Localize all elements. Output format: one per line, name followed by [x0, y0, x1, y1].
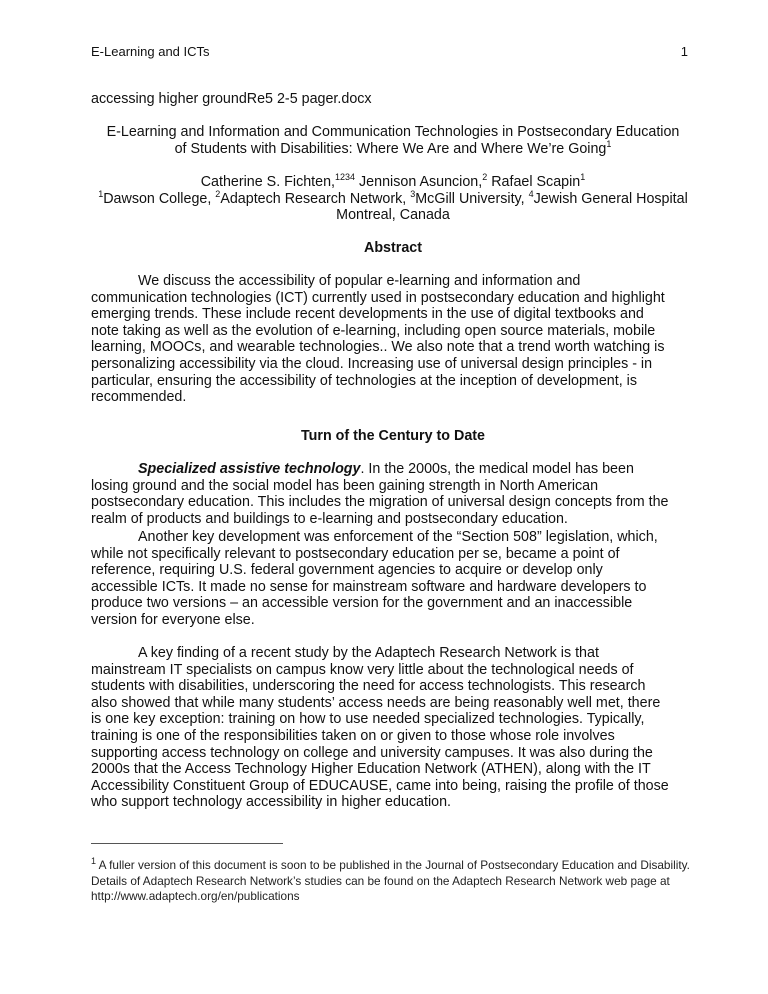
location: Montreal, Canada: [336, 207, 450, 224]
text-line: while not specifically relevant to postsecondary education per se, became a point of: [91, 545, 620, 562]
title-line: of Students with Disabilities: Where We Are and Where We’re Going$^1$: [174, 138, 612, 157]
text-line: communication technologies (ICT) currently used in postsecondary education and highlight: [91, 289, 665, 306]
text-line: also showed that while many students’ access needs are being reasonably well met, there: [91, 694, 661, 711]
text-line: Another key development was enforcement of the “Section 508” legislation, which,: [138, 529, 658, 545]
abstract-paragraph: [91, 273, 695, 406]
author-names: Catherine S. Fichten,$^{1234}$ Jennison Asuncion,$^2$ Rafael Scapin$^1$: [200, 172, 586, 190]
text-line: particular, ensuring the accessibility of technologies at the inception of development, is: [91, 372, 637, 389]
footnote: $^1$ A fuller version of this document is soon to be published in the Journal of Postsecondary Education and Disability. Details of Adaptech Research Network’s studies can be found on the Adaptech Research Network web page at http://www.adaptech.org/en/publications: [91, 858, 695, 905]
filename: accessing higher groundRe5 2-5 pager.docx: [91, 91, 372, 107]
section-heading: Turn of the Century to Date: [300, 428, 485, 444]
text-line: supporting access technology on college and university campuses. It was also during the: [91, 744, 653, 761]
affiliations: $^1$Dawson College, $^2$Adaptech Research Network, $^3$McGill University, $^4$Jewish General Hospital: [98, 188, 688, 207]
paragraph-lead: Specialized assistive technology: [138, 461, 361, 477]
paragraph-3: [91, 645, 695, 811]
text-line: version for everyone else.: [91, 611, 255, 628]
text-line: who support technology accessibility in higher education.: [91, 794, 452, 811]
text-line: reference, requiring U.S. federal government agencies to acquire or develop only: [91, 562, 603, 579]
text-line: personalizing accessibility via the cloud. Increasing use of universal design principles - in: [91, 355, 653, 372]
paragraph-1: Specialized assistive technology. In the 2000s, the medical model has been losing ground and the social model has been gaining strength in North American postsecondary education. This includes the migration of universal design concepts from the realm of products and buildings to e-learning and postsecondary education.: [91, 461, 669, 527]
text-line: Accessibility Constituent Group of EDUCAUSE, came into being, raising the profile of those: [91, 777, 669, 794]
text-line: mainstream IT specialists on campus know very little about the technological needs of: [91, 661, 634, 678]
text-line: training is one of the responsibilities taken on or given to those whose role involves: [91, 727, 615, 744]
text-line: recommended.: [91, 389, 187, 406]
text-line: note taking as well as the evolution of e-learning, including open source materials, mobile: [91, 322, 656, 339]
text-line: A key finding of a recent study by the Adaptech Research Network is that: [138, 645, 599, 661]
abstract-heading: Abstract: [364, 240, 422, 256]
footnote-separator: [91, 843, 283, 844]
running-title: E-Learning and ICTs: [91, 44, 210, 59]
text-line: students with disabilities, underscoring the need for access technologists. This research: [91, 678, 646, 695]
document-title: [91, 124, 695, 157]
footnote-link[interactable]: http://www.adaptech.org/en/publications: [91, 889, 300, 903]
page-header: [91, 44, 695, 61]
page-number: 1: [680, 44, 688, 59]
authors: [91, 174, 695, 224]
text-line: produce two versions – an accessible version for the government and an inaccessible: [91, 595, 633, 612]
paragraph-2: [91, 529, 695, 629]
text-line: emerging trends. These include recent developments in the use of digital textbooks and: [91, 306, 644, 323]
text-line: We discuss the accessibility of popular e-learning and information and: [138, 273, 581, 289]
text-line: learning, MOOCs, and wearable technologies.. We also note that a trend worth watching is: [91, 339, 665, 356]
title-line: E-Learning and Information and Communication Technologies in Postsecondary Education: [106, 124, 680, 140]
text-line: is one key exception: training on how to use needed specialized technologies. Typically,: [91, 711, 645, 728]
text-line: 2000s that the Access Technology Higher Education Network (ATHEN), along with the IT: [91, 761, 651, 778]
text-line: accessible ICTs. It made no sense for mainstream software and hardware developers to: [91, 578, 647, 595]
